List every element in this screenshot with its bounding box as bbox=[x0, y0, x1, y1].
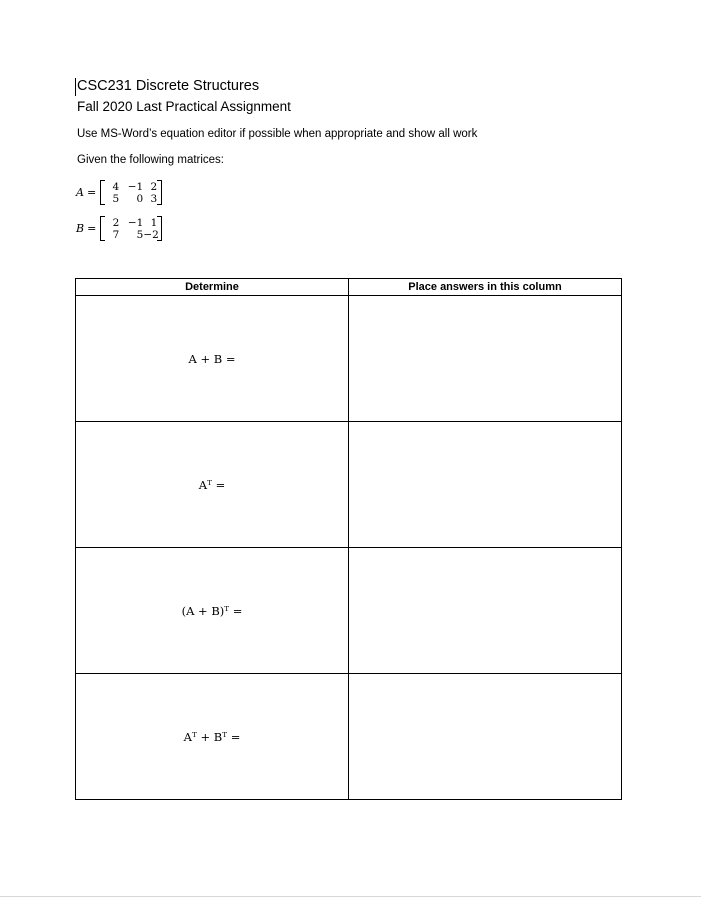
matrix-cell: 5 bbox=[136, 228, 144, 241]
right-bracket bbox=[157, 180, 162, 205]
matrix-cell: 3 bbox=[150, 192, 158, 205]
equals-sign: = bbox=[86, 186, 97, 199]
page-bottom-rule bbox=[0, 896, 701, 897]
table-row bbox=[76, 296, 622, 422]
header-determine: Determine bbox=[76, 279, 349, 296]
matrix-cell: 1 bbox=[150, 216, 158, 229]
instructions: Use MS-Word’s equation editor if possible when appropriate and show all work bbox=[77, 128, 478, 140]
expression-cell bbox=[76, 296, 349, 422]
matrix-b bbox=[76, 216, 162, 241]
matrix-cell: −2 bbox=[143, 228, 159, 241]
table-row bbox=[76, 674, 622, 800]
matrix-cell: −1 bbox=[127, 216, 144, 229]
matrix-grid bbox=[105, 217, 157, 241]
expression: Aᵀ = bbox=[198, 477, 226, 492]
matrix-cell: −1 bbox=[127, 180, 144, 193]
matrix-grid bbox=[105, 181, 157, 205]
answer-cell[interactable] bbox=[349, 548, 622, 674]
table-row bbox=[76, 548, 622, 674]
expression-cell bbox=[76, 422, 349, 548]
matrix-name: A bbox=[76, 186, 84, 199]
expression-cell bbox=[76, 674, 349, 800]
matrix-cell: 7 bbox=[112, 228, 120, 241]
equals-sign: = bbox=[87, 222, 97, 235]
table-header-row bbox=[76, 279, 622, 296]
table-row bbox=[76, 422, 622, 548]
matrix-cell: 2 bbox=[112, 216, 120, 229]
matrix-cell: 2 bbox=[150, 180, 158, 193]
matrix-a bbox=[76, 180, 162, 205]
matrix-cell: 4 bbox=[112, 180, 120, 193]
answer-cell[interactable] bbox=[349, 674, 622, 800]
given-text: Given the following matrices: bbox=[77, 154, 225, 166]
document-title: CSC231 Discrete Structures bbox=[77, 78, 260, 94]
expression: Aᵀ + Bᵀ = bbox=[183, 729, 241, 744]
matrix-name: B bbox=[76, 222, 85, 235]
header-answers: Place answers in this column bbox=[349, 279, 622, 296]
matrix-cell: 0 bbox=[136, 192, 144, 205]
right-bracket bbox=[157, 216, 162, 241]
text-cursor bbox=[75, 78, 76, 96]
expression-cell bbox=[76, 548, 349, 674]
answer-cell[interactable] bbox=[349, 422, 622, 548]
expression: (A + B)ᵀ = bbox=[181, 603, 243, 618]
matrix-cell: 5 bbox=[112, 192, 120, 205]
answer-cell[interactable] bbox=[349, 296, 622, 422]
expression: A + B = bbox=[188, 351, 236, 366]
document-subtitle: Fall 2020 Last Practical Assignment bbox=[77, 99, 291, 114]
assignment-table bbox=[75, 278, 622, 800]
